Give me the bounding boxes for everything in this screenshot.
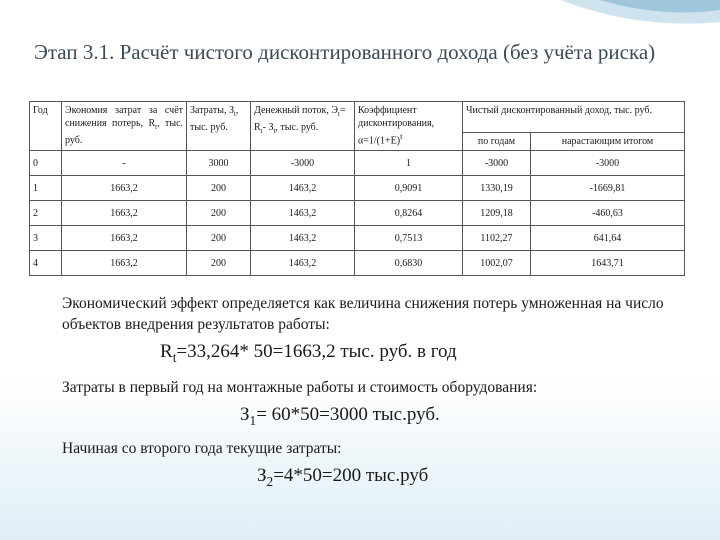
header-savings: Экономия затрат за счёт снижения потерь, $R_t$, тыс. руб. (62, 102, 187, 151)
header-discount: Коэффициент дисконтирования, $\alpha=1/(1+E)^t$ (355, 102, 463, 151)
header-year: Год (30, 102, 62, 151)
header-npv-by-year: по годам (463, 133, 531, 151)
table-row (30, 151, 685, 176)
header-npv-cumulative: нарастающим итогом (531, 133, 685, 151)
paragraph-first-year-costs: Затраты в первый год на монтажные работы и стоимость оборудования: (62, 378, 538, 396)
cell-npv-cumulative: -460,63 (531, 201, 685, 226)
cell-savings: 1663,2 (62, 251, 187, 276)
table-row (30, 201, 685, 226)
cell-costs: 200 (187, 201, 251, 226)
cell-cash-flow: 1463,2 (251, 176, 355, 201)
cell-cash-flow: 1463,2 (251, 201, 355, 226)
cell-npv-year: -3000 (463, 151, 531, 176)
cell-npv-year: 1002,07 (463, 251, 531, 276)
cell-savings: - (62, 151, 187, 176)
cell-discount: 0,6830 (355, 251, 463, 276)
cell-npv-year: 1102,27 (463, 226, 531, 251)
cell-year: 3 (30, 226, 62, 251)
formula-first-year-costs: $З_1= 60*50=3000$ тыс.руб. (240, 403, 440, 428)
paragraph-current-costs: Начиная со второго года текущие затраты: (62, 439, 342, 457)
explanation-text (62, 293, 702, 494)
cell-discount: 0,7513 (355, 226, 463, 251)
decorative-swoosh (540, 0, 720, 40)
formula-current-costs: $З_2=4*50=200$ тыс.руб (257, 464, 429, 489)
table-row (30, 226, 685, 251)
header-cash-flow: Денежный поток, $Э_t= R_t-$ $З_t$, тыс. руб. (251, 102, 355, 151)
cell-savings: 1663,2 (62, 226, 187, 251)
cell-costs: 200 (187, 251, 251, 276)
cell-npv-cumulative: -1669,81 (531, 176, 685, 201)
cell-costs: 200 (187, 226, 251, 251)
table-row (30, 176, 685, 201)
cell-savings: 1663,2 (62, 201, 187, 226)
header-npv: Чистый дисконтированный доход, тыс. руб. (463, 102, 685, 133)
cell-year: 2 (30, 201, 62, 226)
paragraph-economic-effect: Экономический эффект определяется как величина снижения потерь умноженная на число объектов внедрения результатов работы: (62, 295, 664, 333)
cell-discount: 1 (355, 151, 463, 176)
cell-npv-cumulative: 1643,71 (531, 251, 685, 276)
cell-costs: 200 (187, 176, 251, 201)
slide-title: Этап 3.1. Расчёт чистого дисконтированного дохода (без учёта риска) (34, 40, 656, 64)
cell-savings: 1663,2 (62, 176, 187, 201)
cell-year: 1 (30, 176, 62, 201)
cell-cash-flow: 1463,2 (251, 226, 355, 251)
cell-cash-flow: 1463,2 (251, 251, 355, 276)
cell-npv-year: 1330,19 (463, 176, 531, 201)
cell-discount: 0,8264 (355, 201, 463, 226)
cell-cash-flow: -3000 (251, 151, 355, 176)
header-costs: Затраты, $З_t$, тыс. руб. (187, 102, 251, 151)
cell-npv-year: 1209,18 (463, 201, 531, 226)
cell-year: 0 (30, 151, 62, 176)
cell-year: 4 (30, 251, 62, 276)
formula-savings: $R_t=33,264*$ 50=1663,2 тыс. руб. в год (160, 341, 457, 365)
table-row (30, 251, 685, 276)
table-header-row (30, 102, 685, 133)
npv-table (29, 101, 685, 276)
cell-npv-cumulative: 641,64 (531, 226, 685, 251)
cell-discount: 0,9091 (355, 176, 463, 201)
cell-npv-cumulative: -3000 (531, 151, 685, 176)
cell-costs: 3000 (187, 151, 251, 176)
